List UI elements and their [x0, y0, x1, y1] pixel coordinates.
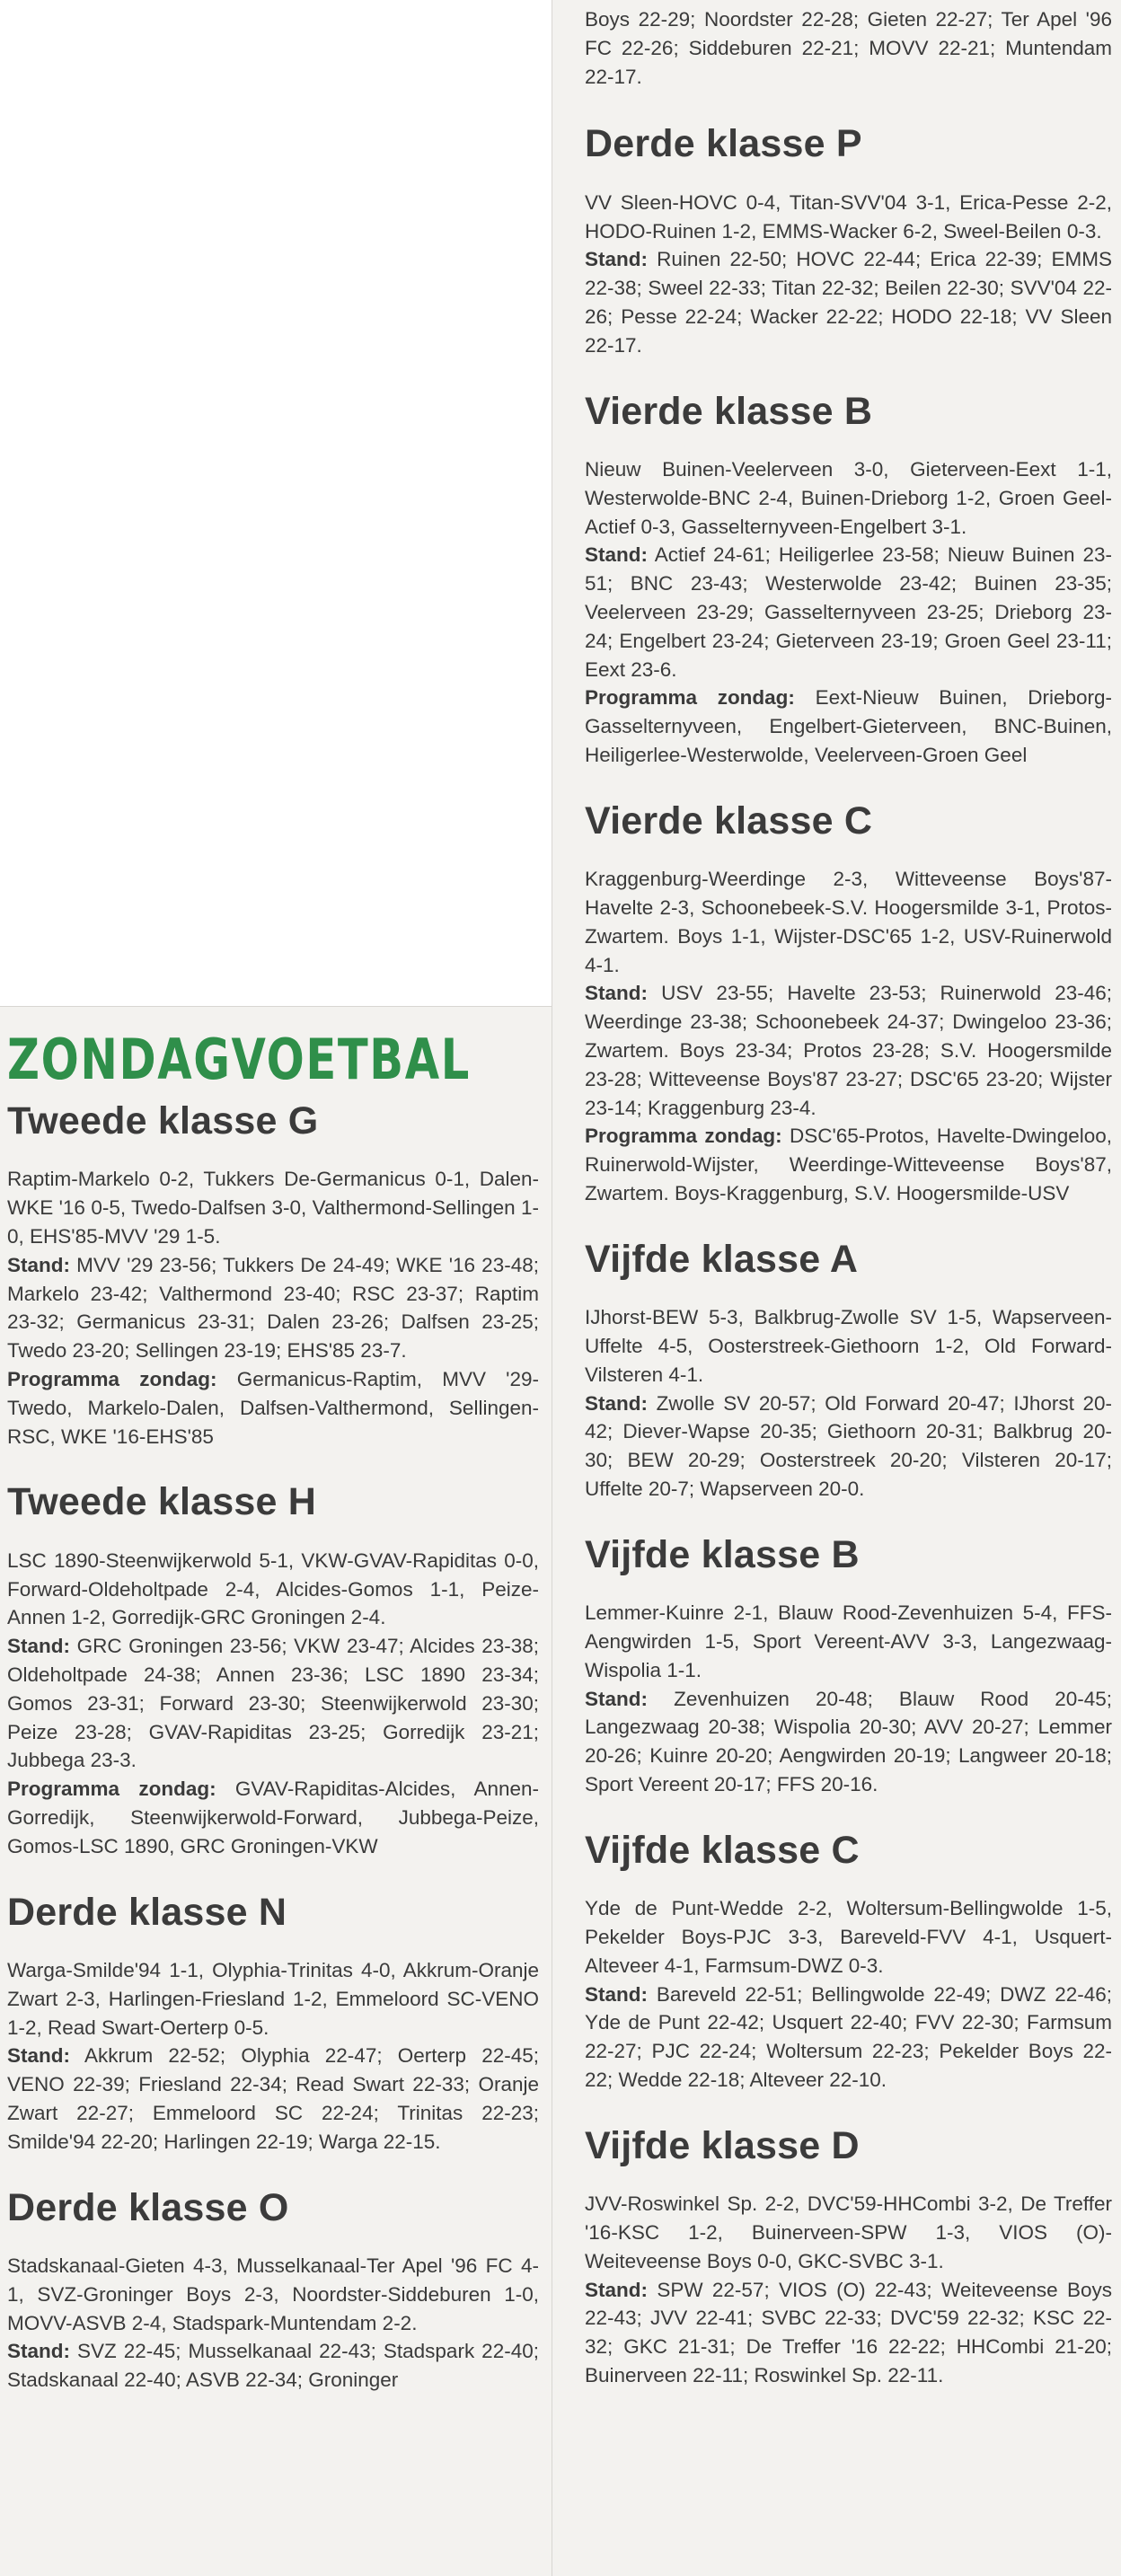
- section-heading: Derde klasse P: [585, 122, 862, 166]
- section-tweede-klasse-h: [7, 1481, 539, 1860]
- programme-values: Eext-Nieuw Buinen, Drieborg-Gasselternyveen, Engelbert-Gieterveen, BNC-Buinen, Heiligerlee-Westerwolde, Veelerveen-Groen Geel: [585, 686, 1112, 767]
- programme-values: GVAV-Rapiditas-Alcides, Annen-Gorredijk, Steenwijkerwold-Forward, Jubbega-Peize, Gomos-LSC 1890, GRC Groningen-VKW: [7, 1778, 539, 1857]
- standings-text: [7, 2042, 539, 2156]
- results-text: LSC 1890-Steenwijkerwold 5-1, VKW-GVAV-Rapiditas 0-0, Forward-Oldeholtpade 2-4, Alcides-Gomos 1-1, Peize-Annen 1-2, Gorredijk-GRC Groningen 2-4.: [7, 1548, 539, 1629]
- programme-values: Germanicus-Raptim, MVV '29-Twedo, Markelo-Dalen, Dalfsen-Valthermond, Sellingen-RSC, WKE '16-EHS'85: [7, 1368, 539, 1448]
- section-heading: Vijfde klasse C: [585, 1828, 860, 1872]
- standings-values: Bareveld 22-51; Bellingwolde 22-49; DWZ 22-46; Yde de Punt 22-42; Usquert 22-40; FVV 22-30; Farmsum 22-27; PJC 22-24; Woltersum 22-23; Pekelder Boys 22-22; Wedde 22-18; Alteveer 22-10.: [585, 1982, 1112, 2092]
- programme-text: [585, 1122, 1112, 1207]
- programme-label: Programma zondag:: [585, 1125, 782, 1148]
- standings-text: [585, 2276, 1112, 2390]
- results-text: Lemmer-Kuinre 2-1, Blauw Rood-Zevenhuizen 5-4, FFS-Aengwirden 1-5, Sport Vereent-AVV 3-3, Langezwaag-Wispolia 1-1.: [585, 1601, 1112, 1681]
- standings-text: [585, 1981, 1112, 2095]
- section-derde-klasse-n: [7, 1892, 539, 2157]
- continuation-block: [585, 5, 1112, 91]
- section-heading: Vijfde klasse B: [585, 1532, 860, 1576]
- stand-label: Stand:: [7, 2340, 70, 2363]
- programme-label: Programma zondag:: [7, 1778, 216, 1801]
- standings-text: [585, 979, 1112, 1122]
- programme-text: [7, 1775, 539, 1860]
- section-heading: Tweede klasse G: [7, 1099, 319, 1142]
- stand-label: Stand:: [585, 1982, 648, 2006]
- section-vijfde-klasse-a: [585, 1239, 1112, 1504]
- results-text: Warga-Smilde'94 1-1, Olyphia-Trinitas 4-0, Akkrum-Oranje Zwart 2-3, Harlingen-Friesland 1-2, Emmeloord SC-VENO 1-2, Read Swart-Oerterp 0-5.: [7, 1959, 539, 2039]
- section-banner: ZONDAGVOETBAL: [7, 1027, 471, 1092]
- section-heading: Derde klasse O: [7, 2185, 289, 2229]
- continuation-text: Boys 22-29; Noordster 22-28; Gieten 22-27; Ter Apel '96 FC 22-26; Siddeburen 22-21; MOVV 22-21; Muntendam 22-17.: [585, 8, 1112, 88]
- programme-values: DSC'65-Protos, Havelte-Dwingeloo, Ruinerwold-Wijster, Weerdinge-Witteveense Boys'87, Zwartem. Boys-Kraggenburg, S.V. Hoogersmilde-USV: [585, 1125, 1112, 1205]
- standings-values: Actief 24-61; Heiligerlee 23-58; Nieuw Buinen 23-51; BNC 23-43; Westerwolde 23-42; Buinen 23-35; Veelerveen 23-29; Gasselternyveen 23-25; Drieborg 23-24; Engelbert 23-24; Gieterveen 23-19; Groen Geel 23-11; Eext 23-6.: [585, 543, 1113, 681]
- stand-label: Stand:: [585, 1687, 648, 1710]
- section-heading: Derde klasse N: [7, 1890, 287, 1934]
- section-tweede-klasse-g: [7, 1100, 539, 1451]
- standings-values: SVZ 22-45; Musselkanaal 22-43; Stadspark 22-40; Stadskanaal 22-40; ASVB 22-34; Groninger: [7, 2340, 539, 2392]
- stand-label: Stand:: [585, 2278, 648, 2301]
- standings-values: MVV '29 23-56; Tukkers De 24-49; WKE '16 23-48; Markelo 23-42; Valthermond 23-40; RSC 23-37; Raptim 23-32; Germanicus 23-31; Dalen 23-26; Dalfsen 23-25; Twedo 23-20; Sellingen 23-19; EHS'85 23-7.: [7, 1253, 539, 1363]
- right-column: [552, 0, 1121, 2576]
- standings-text: [7, 2337, 539, 2395]
- section-vijfde-klasse-c: [585, 1830, 1112, 2095]
- section-heading: Vijfde klasse D: [585, 2123, 860, 2167]
- results-text: Nieuw Buinen-Veelerveen 3-0, Gieterveen-Eext 1-1, Westerwolde-BNC 2-4, Buinen-Drieborg 1-2, Groen Geel-Actief 0-3, Gasselternyveen-Engelbert 3-1.: [585, 458, 1112, 538]
- section-derde-klasse-o: [7, 2187, 539, 2395]
- standings-text: [585, 1389, 1112, 1504]
- section-vierde-klasse-c: [585, 800, 1112, 1208]
- stand-label: Stand:: [585, 1391, 648, 1415]
- stand-label: Stand:: [585, 248, 648, 271]
- results-text: JVV-Roswinkel Sp. 2-2, DVC'59-HHCombi 3-2, De Treffer '16-KSC 1-2, Buinerveen-SPW 1-3, VIOS (O)-Weiteveense Boys 0-0, GKC-SVBC 3-1.: [585, 2192, 1112, 2272]
- standings-values: SPW 22-57; VIOS (O) 22-43; Weiteveense Boys 22-43; JVV 22-41; SVBC 22-33; DVC'59 22-32; KSC 22-32; GKC 21-31; De Treffer '16 22-22; HHCombi 21-20; Buinerveen 22-11; Roswinkel Sp. 22-11.: [585, 2278, 1112, 2387]
- standings-values: Zwolle SV 20-57; Old Forward 20-47; IJhorst 20-42; Diever-Wapse 20-35; Giethoorn 20-31; Balkbrug 20-30; BEW 20-29; Oosterstreek 20-20; Vilsteren 20-17; Uffelte 20-7; Wapserveen 20-0.: [585, 1391, 1112, 1501]
- section-heading: Vierde klasse C: [585, 798, 873, 842]
- section-vierde-klasse-b: [585, 391, 1112, 770]
- programme-text: [7, 1365, 539, 1451]
- standings-text: [7, 1632, 539, 1775]
- standings-text: [585, 245, 1112, 359]
- section-derde-klasse-p: [585, 123, 1112, 359]
- results-text: Kraggenburg-Weerdinge 2-3, Witteveense Boys'87-Havelte 2-3, Schoonebeek-S.V. Hoogersmilde 3-1, Protos-Zwartem. Boys 1-1, Wijster-DSC'65 1-2, USV-Ruinerwold 4-1.: [585, 868, 1112, 976]
- stand-label: Stand:: [7, 1253, 70, 1276]
- standings-values: Akkrum 22-52; Olyphia 22-47; Oerterp 22-45; VENO 22-39; Friesland 22-34; Read Swart 22-33; Oranje Zwart 22-27; Emmeloord SC 22-24; Trinitas 22-23; Smilde'94 22-20; Harlingen 22-19; Warga 22-15.: [7, 2044, 539, 2153]
- section-heading: Tweede klasse H: [7, 1480, 316, 1524]
- section-vijfde-klasse-b: [585, 1534, 1112, 1799]
- standings-values: Zevenhuizen 20-48; Blauw Rood 20-45; Langezwaag 20-38; Wispolia 20-30; AVV 20-27; Lemmer 20-26; Kuinre 20-20; Aengwirden 20-19; Langweer 20-18; Sport Vereent 20-17; FFS 20-16.: [585, 1687, 1112, 1796]
- section-heading: Vierde klasse B: [585, 389, 873, 433]
- programme-label: Programma zondag:: [7, 1368, 217, 1391]
- standings-values: USV 23-55; Havelte 23-53; Ruinerwold 23-46; Weerdinge 23-38; Schoonebeek 24-37; Dwingeloo 23-36; Zwartem. Boys 23-34; Protos 23-28; S.V. Hoogersmilde 23-28; Witteveense Boys'87 23-27; DSC'65 23-20; Wijster 23-14; Kraggenburg 23-4.: [585, 982, 1112, 1119]
- stand-label: Stand:: [7, 2044, 70, 2068]
- results-text: Raptim-Markelo 0-2, Tukkers De-Germanicus 0-1, Dalen-WKE '16 0-5, Twedo-Dalfsen 3-0, Valthermond-Sellingen 1-0, EHS'85-MVV '29 1-5.: [7, 1168, 539, 1248]
- standings-text: [7, 1251, 539, 1365]
- programme-label: Programma zondag:: [585, 686, 795, 710]
- stand-label: Stand:: [7, 1635, 70, 1658]
- section-vijfde-klasse-d: [585, 2125, 1112, 2390]
- standings-text: [585, 1685, 1112, 1799]
- standings-values: Ruinen 22-50; HOVC 22-44; Erica 22-39; EMMS 22-38; Sweel 22-33; Titan 22-32; Beilen 22-30; SVV'04 22-26; Pesse 22-24; Wacker 22-22; HODO 22-18; VV Sleen 22-17.: [585, 248, 1112, 357]
- results-text: VV Sleen-HOVC 0-4, Titan-SVV'04 3-1, Erica-Pesse 2-2, HODO-Ruinen 1-2, EMMS-Wacker 6-2, Sweel-Beilen 0-3.: [585, 190, 1112, 243]
- section-heading: Vijfde klasse A: [585, 1237, 859, 1281]
- programme-text: [585, 684, 1112, 769]
- left-column: [0, 1006, 552, 2576]
- standings-text: [585, 541, 1112, 684]
- results-text: IJhorst-BEW 5-3, Balkbrug-Zwolle SV 1-5, Wapserveen-Uffelte 4-5, Oosterstreek-Giethoorn 1-2, Old Forward-Vilsteren 4-1.: [585, 1306, 1112, 1386]
- stand-label: Stand:: [585, 982, 648, 1005]
- results-text: Stadskanaal-Gieten 4-3, Musselkanaal-Ter Apel '96 FC 4-1, SVZ-Groninger Boys 2-3, Noordster-Siddeburen 1-0, MOVV-ASVB 2-4, Stadspark-Muntendam 2-2.: [7, 2254, 539, 2334]
- results-text: Yde de Punt-Wedde 2-2, Woltersum-Bellingwolde 1-5, Pekelder Boys-PJC 3-3, Bareveld-FVV 4-1, Usquert-Alteveer 4-1, Farmsum-DWZ 0-3.: [585, 1897, 1112, 1977]
- standings-values: GRC Groningen 23-56; VKW 23-47; Alcides 23-38; Oldeholtpade 24-38; Annen 23-36; LSC 1890 23-34; Gomos 23-31; Forward 23-30; Steenwijkerwold 23-30; Peize 23-28; GVAV-Rapiditas 23-25; Gorredijk 23-21; Jubbega 23-3.: [7, 1635, 539, 1772]
- stand-label: Stand:: [585, 543, 648, 567]
